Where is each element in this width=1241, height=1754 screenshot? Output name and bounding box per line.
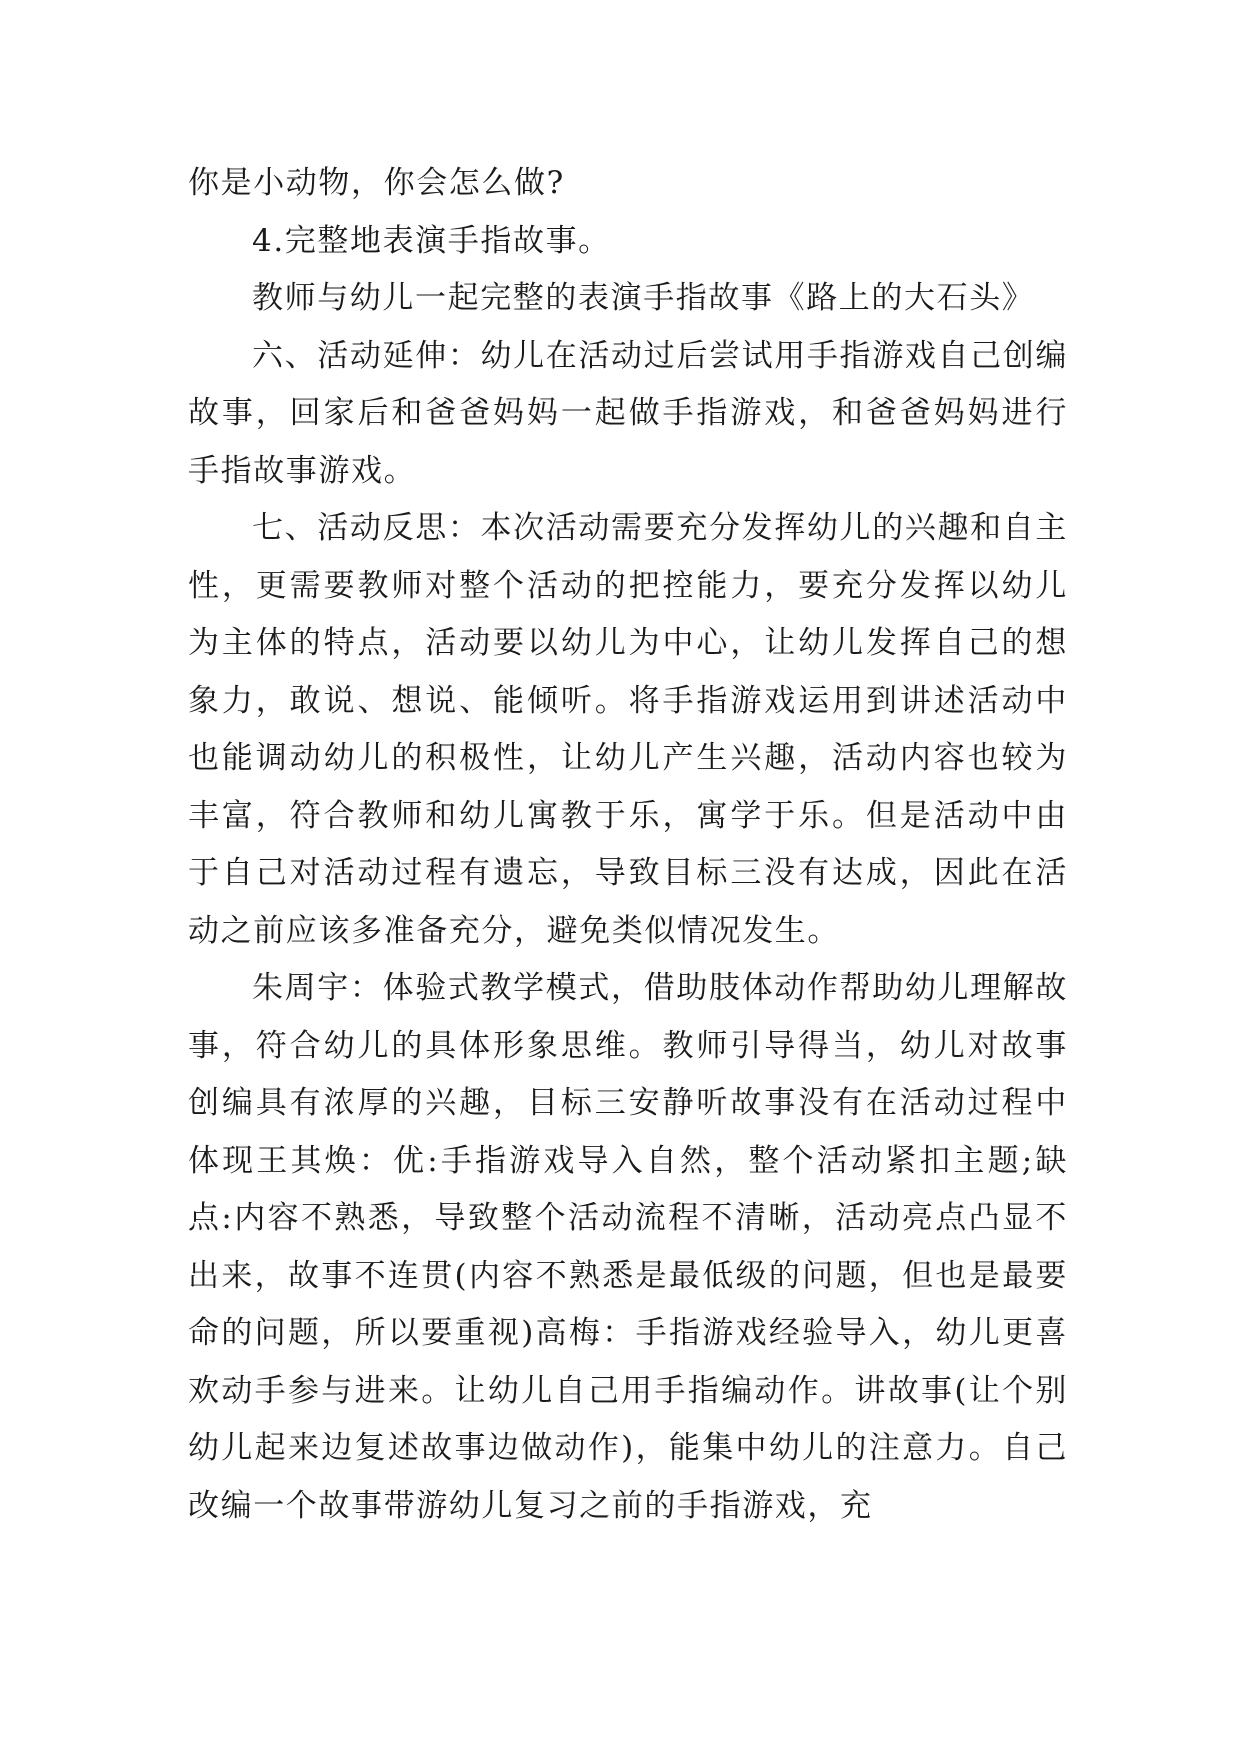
paragraph-teacher-performance: 教师与幼儿一起完整的表演手指故事《路上的大石头》 xyxy=(252,280,1035,316)
paragraph-activity-extension: 六、活动延伸：幼儿在活动过后尝试用手指游戏自己创编故事，回家后和爸爸妈妈一起做手指游戏，和爸爸妈妈进行手指故事游戏。 xyxy=(188,337,1068,489)
paragraph-peer-comments: 朱周宇：体验式教学模式，借助肢体动作帮助幼儿理解故事，符合幼儿的具体形象思维。教师引导得当，幼儿对故事创编具有浓厚的兴趣，目标三安静听故事没有在活动过程中体现王其焕：优:手指游戏导入自然，整个活动紧扣主题;缺点:内容不熟悉，导致整个活动流程不清晰，活动亮点凸显不出来，故事不连贯(内容不熟悉是最低级的问题，但也是最要命的问题，所以要重视)高梅：手指游戏经验导入，幼儿更喜欢动手参与进来。让幼儿自己用手指编动作。讲故事(让个别幼儿起来边复述故事边做动作)，能集中幼儿的注意力。自己改编一个故事带游幼儿复习之前的手指游戏，充 xyxy=(188,970,1068,1524)
paragraph-continuation: 你是小动物，你会怎么做? xyxy=(188,165,565,201)
document-body xyxy=(188,155,1068,1535)
paragraph-activity-reflection: 七、活动反思：本次活动需要充分发挥幼儿的兴趣和自主性，更需要教师对整个活动的把控能力，要充分发挥以幼儿为主体的特点，活动要以幼儿为中心，让幼儿发挥自己的想象力，敢说、想说、能倾听。将手指游戏运用到讲述活动中也能调动幼儿的积极性，让幼儿产生兴趣，活动内容也较为丰富，符合教师和幼儿寓教于乐，寓学于乐。但是活动中由于自己对活动过程有遗忘，导致目标三没有达成，因此在活动之前应该多准备充分，避免类似情况发生。 xyxy=(188,510,1068,949)
paragraph-step-4: 4.完整地表演手指故事。 xyxy=(252,222,611,259)
